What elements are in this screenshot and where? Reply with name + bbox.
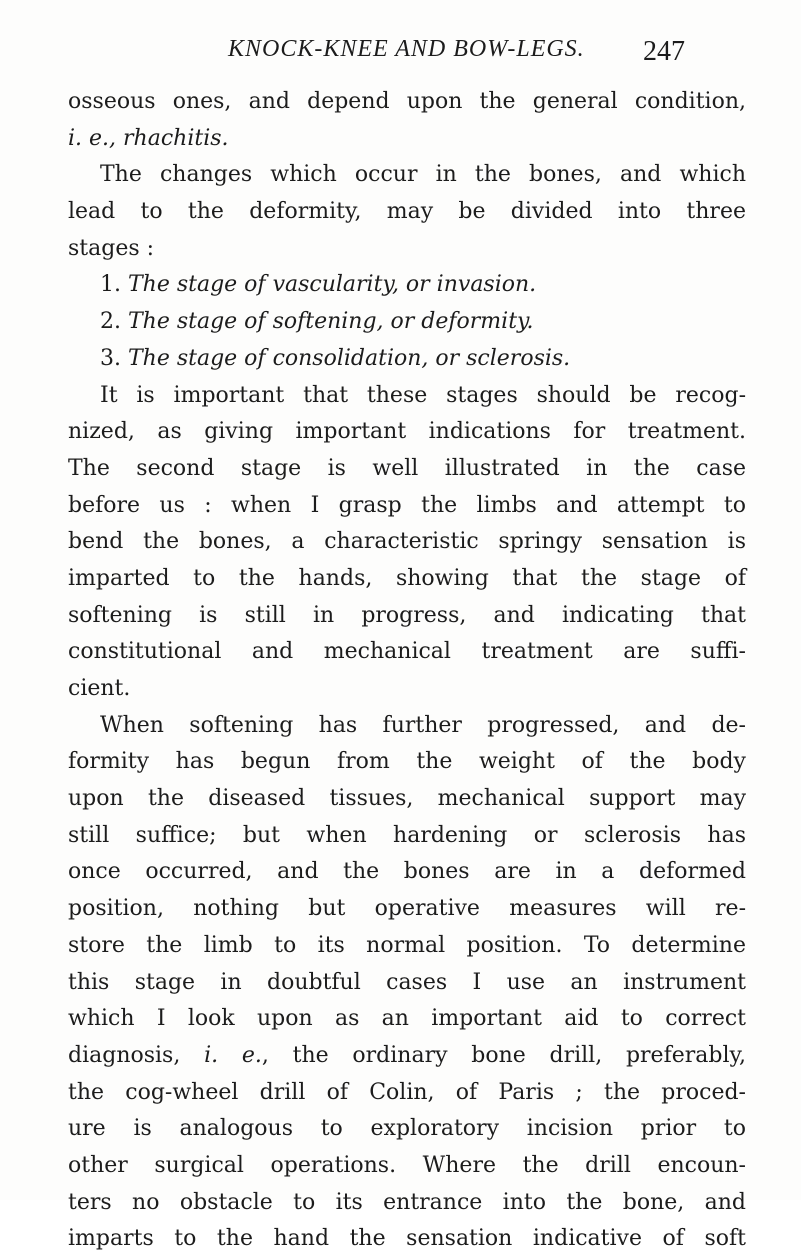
text-line: [68, 891, 746, 928]
text-line: [68, 267, 746, 304]
text-line: [68, 854, 746, 891]
text-segment: upon the diseased tissues, mechanical support may: [68, 786, 746, 812]
text-segment: position, nothing but operative measures will re-: [68, 896, 746, 922]
text-segment: , the ordinary bone drill, preferably,: [261, 1042, 746, 1068]
text-line: [68, 84, 746, 121]
text-line: [68, 928, 746, 965]
italic-text: The stage of vascularity, or invasion.: [127, 272, 537, 298]
text-segment: formity has begun from the weight of the body: [68, 749, 746, 775]
page-number: 247: [643, 36, 685, 67]
text-segment: When softening has further progressed, and de-: [100, 712, 746, 738]
text-line: [68, 121, 746, 158]
text-segment: ure is analogous to exploratory incision prior to: [68, 1116, 746, 1142]
italic-text: The stage of softening, or deformity.: [127, 309, 534, 335]
text-segment: The second stage is well illustrated in the case: [68, 455, 746, 481]
text-line: [68, 1221, 746, 1258]
italic-text: i. e., rhachitis.: [68, 125, 229, 151]
text-line: [68, 818, 746, 855]
text-segment: constitutional and mechanical treatment are suffi-: [68, 639, 746, 665]
running-title: KNOCK-KNEE AND BOW-LEGS.: [228, 36, 585, 62]
text-segment: before us : when I grasp the limbs and attempt to: [68, 492, 746, 518]
text-segment: other surgical operations. Where the drill encoun-: [68, 1152, 746, 1178]
text-segment: store the limb to its normal position. To determine: [68, 932, 746, 958]
text-segment: this stage in doubtful cases I use an instrument: [68, 969, 746, 995]
body-text: [68, 84, 746, 1258]
text-line: [68, 341, 746, 378]
text-line: [68, 708, 746, 745]
text-line: [68, 671, 746, 708]
text-segment: 1.: [100, 272, 128, 298]
text-line: [68, 1038, 746, 1075]
text-segment: imparted to the hands, showing that the stage of: [68, 565, 746, 591]
text-segment: softening is still in progress, and indicating that: [68, 602, 746, 628]
text-line: [68, 1185, 746, 1222]
text-line: [68, 965, 746, 1002]
text-line: [68, 194, 746, 231]
text-line: [68, 781, 746, 818]
text-segment: osseous ones, and depend upon the general condition,: [68, 89, 746, 114]
text-line: [68, 378, 746, 415]
text-segment: stages :: [68, 235, 155, 261]
text-line: [68, 231, 746, 268]
running-head: [0, 36, 801, 76]
text-line: [68, 157, 746, 194]
text-segment: the cog-wheel drill of Colin, of Paris ; the proced-: [68, 1079, 746, 1105]
text-line: [68, 561, 746, 598]
italic-text: i. e.: [204, 1042, 262, 1068]
text-segment: cient.: [68, 676, 131, 701]
text-segment: imparts to the hand the sensation indicative of soft: [68, 1226, 746, 1252]
text-line: [68, 414, 746, 451]
text-line: [68, 1001, 746, 1038]
text-segment: It is important that these stages should be recog-: [100, 382, 746, 408]
text-line: [68, 744, 746, 781]
text-line: [68, 634, 746, 671]
text-segment: diagnosis,: [68, 1042, 205, 1068]
text-line: [68, 451, 746, 488]
text-segment: 3.: [100, 345, 128, 371]
text-segment: The changes which occur in the bones, and which: [100, 162, 746, 188]
text-segment: still suffice; but when hardening or sclerosis has: [68, 822, 746, 848]
text-segment: 2.: [100, 309, 128, 335]
text-segment: ters no obstacle to its entrance into the bone, and: [68, 1189, 746, 1215]
text-line: [68, 1075, 746, 1112]
text-line: [68, 598, 746, 635]
text-segment: bend the bones, a characteristic springy sensation is: [68, 529, 746, 555]
text-line: [68, 1111, 746, 1148]
text-segment: once occurred, and the bones are in a deformed: [68, 859, 746, 885]
text-segment: lead to the deformity, may be divided into three: [68, 199, 746, 225]
text-line: [68, 488, 746, 525]
text-line: [68, 1148, 746, 1185]
text-segment: which I look upon as an important aid to correct: [68, 1006, 746, 1032]
text-line: [68, 304, 746, 341]
italic-text: The stage of consolidation, or sclerosis.: [127, 345, 571, 371]
text-line: [68, 524, 746, 561]
text-segment: nized, as giving important indications for treatment.: [68, 419, 746, 445]
